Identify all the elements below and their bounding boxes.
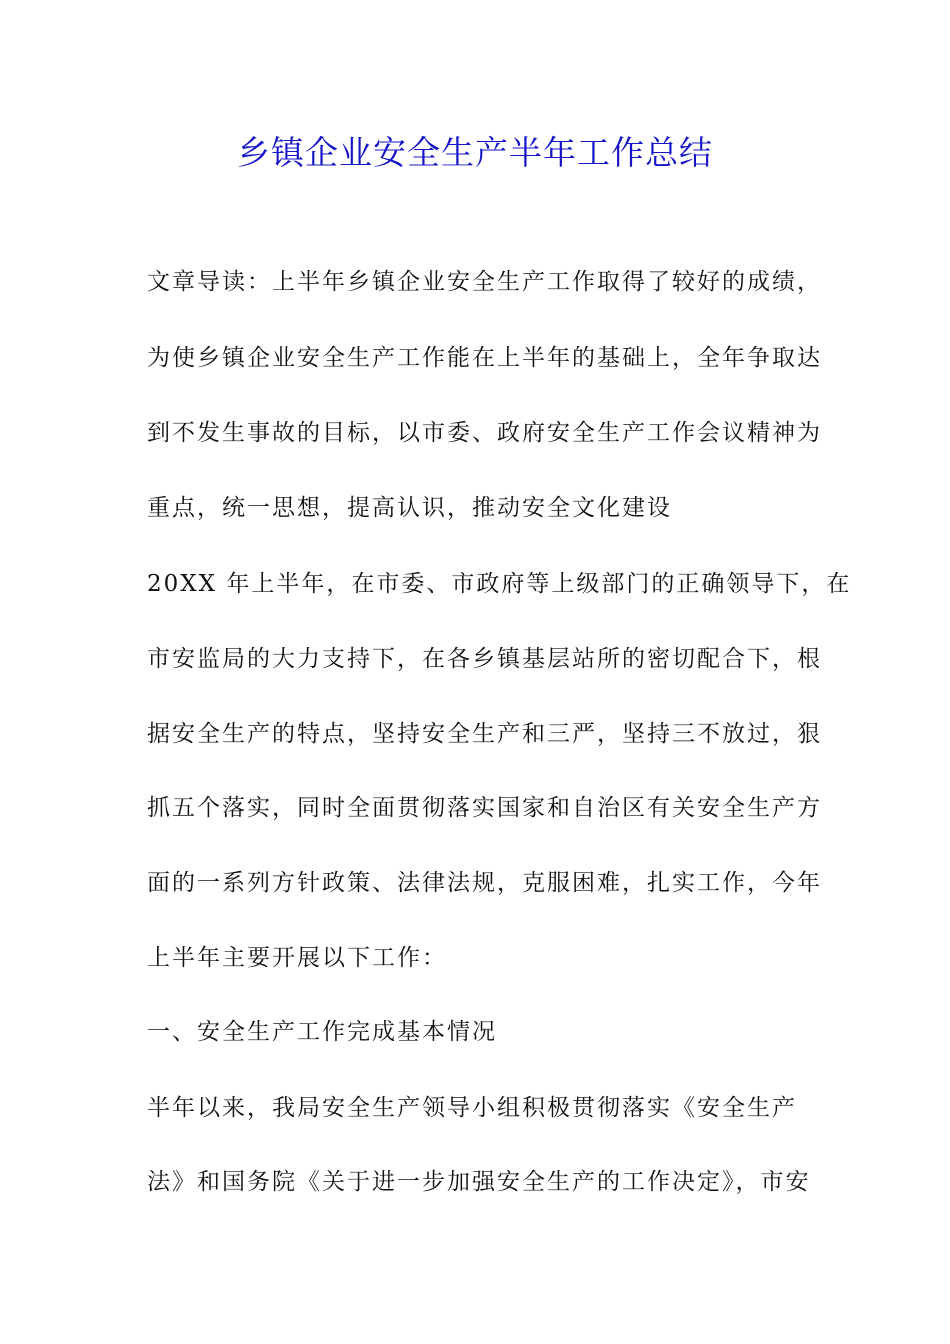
text-line-2: 为使乡镇企业安全生产工作能在上半年的基础上，全年争取达 bbox=[147, 345, 822, 371]
text-line-6: 市安监局的大力支持下，在各乡镇基层站所的密切配合下，根 bbox=[147, 646, 822, 672]
text-line-7: 据安全生产的特点，坚持安全生产和三严，坚持三不放过，狠 bbox=[147, 721, 822, 747]
text-line-8: 抓五个落实，同时全面贯彻落实国家和自治区有关安全生产方 bbox=[147, 795, 822, 821]
document-title: 乡镇企业安全生产半年工作总结 bbox=[237, 133, 713, 172]
text-line-3: 到不发生事故的目标，以市委、政府安全生产工作会议精神为 bbox=[147, 420, 822, 446]
text-line-9: 面的一系列方针政策、法律法规，克服困难，扎实工作，今年 bbox=[147, 870, 822, 896]
text-line-10: 上半年主要开展以下工作： bbox=[147, 945, 447, 971]
section-heading: 一、安全生产工作完成基本情况 bbox=[147, 1019, 497, 1045]
text-line-1: 文章导读：上半年乡镇企业安全生产工作取得了较好的成绩， bbox=[147, 269, 822, 295]
text-line-5: 20XX 年上半年，在市委、市政府等上级部门的正确领导下，在 bbox=[147, 571, 852, 597]
text-line-12: 半年以来，我局安全生产领导小组积极贯彻落实《安全生产 bbox=[147, 1095, 797, 1121]
text-line-13: 法》和国务院《关于进一步加强安全生产的工作决定》，市安 bbox=[147, 1169, 811, 1195]
text-line-4: 重点，统一思想，提高认识，推动安全文化建设 bbox=[147, 495, 672, 521]
